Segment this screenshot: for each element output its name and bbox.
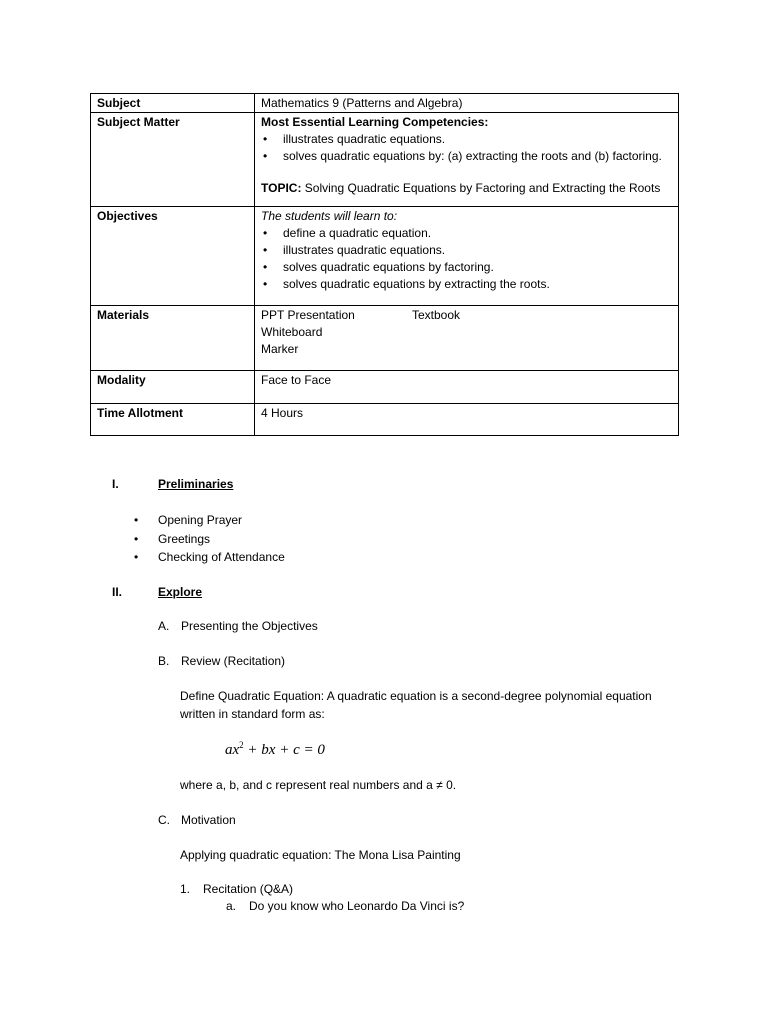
subject-matter-row — [91, 113, 679, 207]
time-allotment-value: 4 Hours — [255, 404, 679, 436]
section-1-number: I. — [112, 477, 119, 491]
materials-cell — [255, 306, 679, 371]
subject-label: Subject — [91, 94, 255, 113]
topic-line — [261, 180, 672, 197]
equation-rest: + bx + c = 0 — [243, 742, 325, 758]
material-item: Marker — [261, 342, 299, 356]
numbered-item-number: 1. — [180, 882, 191, 896]
item-c-text: Motivation — [181, 813, 236, 827]
subject-value: Mathematics 9 (Patterns and Algebra) — [255, 94, 679, 113]
subject-matter-cell — [255, 113, 679, 207]
objectives-row — [91, 207, 679, 306]
competency-item: • solves quadratic equations by: (a) extracting the roots and (b) factoring. — [261, 148, 672, 165]
modality-value: Face to Face — [255, 371, 679, 404]
materials-row — [91, 306, 679, 371]
numbered-item-text: Recitation (Q&A) — [203, 882, 294, 896]
motivation-text: Applying quadratic equation: The Mona Lisa Painting — [180, 848, 461, 862]
topic-text: Solving Quadratic Equations by Factoring and Extracting the Roots — [301, 181, 661, 195]
material-item: Textbook — [412, 308, 461, 322]
material-item: Whiteboard — [261, 325, 323, 339]
sub-item-letter: a. — [226, 899, 237, 913]
objectives-intro: The students will learn to: — [261, 209, 398, 223]
objective-item: • define a quadratic equation. — [261, 225, 672, 242]
topic-label: TOPIC: — [261, 181, 302, 195]
item-c-letter: C. — [158, 813, 170, 827]
quadratic-equation — [225, 740, 325, 759]
time-allotment-row — [91, 404, 679, 436]
modality-label: Modality — [91, 371, 255, 404]
competencies-heading: Most Essential Learning Competencies: — [261, 115, 489, 129]
objectives-list — [261, 225, 672, 293]
section-1-title: Preliminaries — [158, 477, 234, 491]
definition-paragraph: Define Quadratic Equation: A quadratic equation is a second-degree polynomial equation written in standard form as: — [180, 689, 652, 721]
preliminary-item: • Checking of Attendance — [134, 548, 285, 567]
materials-label: Materials — [91, 306, 255, 371]
lesson-info-table — [90, 93, 679, 436]
subject-row — [91, 94, 679, 113]
objective-item: • solves quadratic equations by extracting the roots. — [261, 276, 672, 293]
objectives-cell — [255, 207, 679, 306]
equation-ax: ax — [225, 742, 240, 758]
section-2-number: II. — [112, 585, 123, 599]
item-b-letter: B. — [158, 654, 170, 668]
sub-item-text: Do you know who Leonardo Da Vinci is? — [249, 899, 465, 913]
equation-exponent: 2 — [239, 740, 244, 750]
preliminary-item: • Opening Prayer — [134, 511, 285, 530]
preliminaries-list — [134, 511, 285, 567]
item-a-letter: A. — [158, 619, 170, 633]
item-a-text: Presenting the Objectives — [181, 619, 318, 633]
subject-matter-label: Subject Matter — [91, 113, 255, 207]
section-2-title: Explore — [158, 585, 203, 599]
time-allotment-label: Time Allotment — [91, 404, 255, 436]
where-text: where a, b, and c represent real numbers and a ≠ 0. — [180, 778, 457, 792]
competencies-list — [261, 131, 672, 165]
preliminary-item: • Greetings — [134, 530, 285, 549]
objectives-label: Objectives — [91, 207, 255, 306]
material-item: PPT Presentation — [261, 308, 355, 322]
modality-row — [91, 371, 679, 404]
objective-item: • illustrates quadratic equations. — [261, 242, 672, 259]
item-b-text: Review (Recitation) — [181, 654, 286, 668]
objective-item: • solves quadratic equations by factoring. — [261, 259, 672, 276]
competency-item: • illustrates quadratic equations. — [261, 131, 672, 148]
